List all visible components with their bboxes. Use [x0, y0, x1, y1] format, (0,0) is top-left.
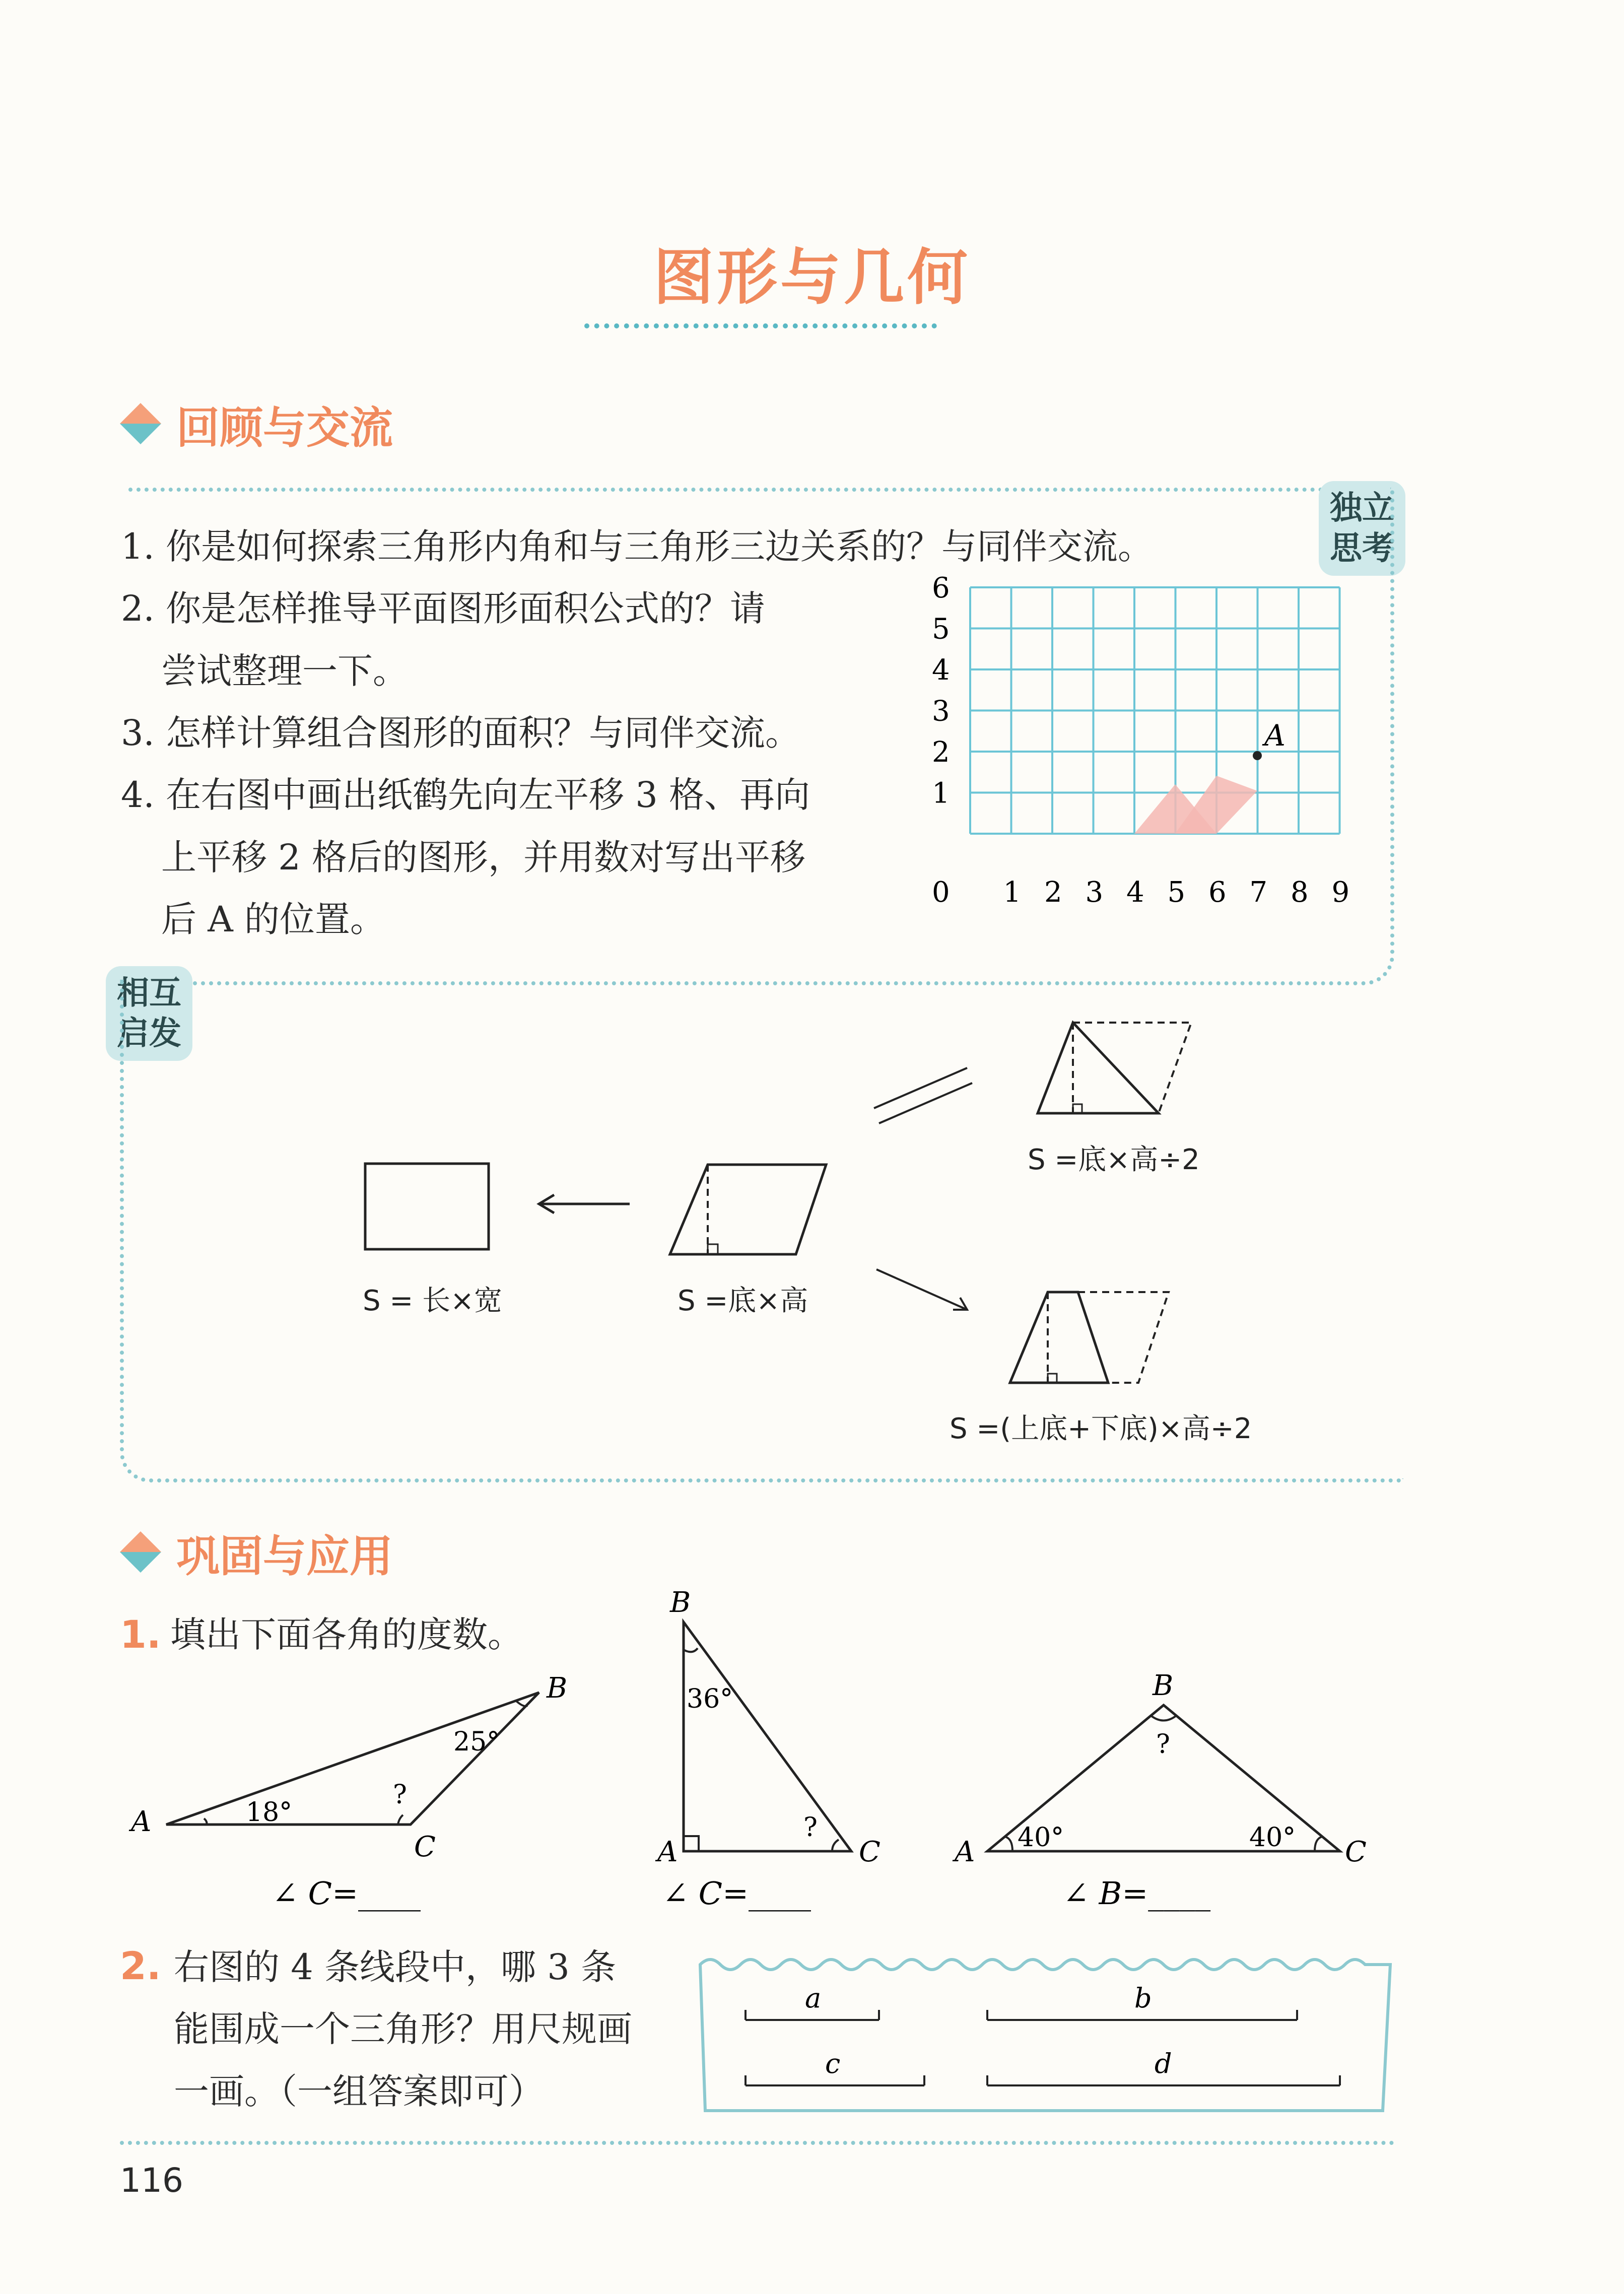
exercise-1-number: 1.	[120, 1612, 161, 1657]
parallelogram-shape	[670, 1165, 826, 1254]
section-diamond-icon	[120, 403, 161, 444]
point-a-marker	[1253, 751, 1262, 760]
exercise-2-line-1: 右图的 4 条线段中，哪 3 条	[174, 1946, 617, 1988]
section-diamond-icon	[120, 1531, 161, 1573]
formula-rectangle: S = 长×宽	[363, 1285, 502, 1317]
x-tick-label: 2	[1044, 876, 1062, 909]
y-tick-label: 5	[932, 613, 950, 646]
y-tick-label: 2	[932, 736, 950, 769]
unknown-angle-label: ?	[803, 1812, 818, 1843]
vertex-label: C	[414, 1831, 436, 1863]
x-axis-ticks	[932, 876, 1349, 909]
vertex-label: B	[670, 1586, 691, 1619]
unknown-angle-label: ?	[393, 1780, 407, 1810]
angle-a-label: 40°	[1018, 1823, 1064, 1853]
angle-b-label: 36°	[687, 1684, 733, 1714]
tag-line: 独立	[1330, 490, 1394, 527]
x-tick-label: 1	[1003, 876, 1022, 909]
triangle-shape	[1038, 1023, 1159, 1113]
coordinate-grid	[922, 572, 1355, 922]
question-2-cont: 尝试整理一下。	[161, 650, 408, 692]
y-tick-label: 1	[932, 777, 950, 810]
right-angle-icon	[684, 1836, 699, 1851]
angle-arc	[1151, 1716, 1176, 1721]
wavy-card-border	[700, 1960, 1390, 2111]
tag-line: 思考	[1330, 530, 1394, 567]
bottom-divider	[120, 2141, 1394, 2145]
x-tick-label: 8	[1291, 876, 1309, 909]
answer-angle-c-2: ∠ C=____	[662, 1875, 811, 1912]
angle-arc	[684, 1648, 698, 1652]
vertex-label: C	[859, 1836, 881, 1868]
x-tick-label: 3	[1085, 876, 1104, 909]
right-angle-icon	[1073, 1104, 1082, 1113]
title-underline	[584, 323, 937, 328]
exercise-1-triangles	[121, 1582, 1390, 1914]
page-number: 116	[120, 2161, 183, 2200]
vertex-label: A	[657, 1836, 678, 1868]
trapezoid-shape	[1010, 1292, 1108, 1383]
right-angle-icon	[1048, 1374, 1057, 1383]
triangle-2	[684, 1622, 851, 1851]
x-tick-label: 7	[1249, 876, 1268, 909]
y-tick-label: 4	[932, 654, 950, 687]
question-1: 1. 你是如何探索三角形内角和与三角形三边关系的？与同伴交流。	[121, 526, 1154, 567]
angle-arc	[1005, 1837, 1012, 1851]
exercise-1-text: 填出下面各角的度数。	[170, 1614, 523, 1655]
rectangle-shape	[365, 1164, 489, 1249]
tag-line: 相互	[117, 975, 181, 1012]
formula-triangle: S =底×高÷2	[1028, 1143, 1200, 1176]
page-title: 图形与几何	[653, 243, 971, 313]
segment-label: d	[1155, 2048, 1172, 2079]
answer-angle-b-3: ∠ B=____	[1063, 1875, 1211, 1912]
x-tick-label: 6	[1208, 876, 1227, 909]
formula-parallelogram: S =底×高	[678, 1285, 808, 1317]
arrow-from-triangle	[879, 1083, 972, 1123]
question-4-cont: 上平移 2 格后的图形，并用数对写出平移	[161, 837, 806, 878]
question-4-cont2: 后 A 的位置。	[161, 899, 386, 940]
grid-lines	[970, 587, 1340, 834]
answer-angle-c-1: ∠ C=____	[272, 1875, 421, 1912]
exercise-2-number: 2.	[120, 1943, 161, 1988]
unknown-angle-label: ?	[1156, 1729, 1170, 1760]
segment-label: a	[805, 1982, 822, 2014]
angle-a-label: 18°	[246, 1797, 293, 1828]
trapezoid-dashed	[1078, 1292, 1169, 1383]
area-formula-diagram	[332, 1007, 1290, 1461]
angle-b-label: 25°	[453, 1727, 500, 1757]
x-tick-label: 5	[1167, 876, 1186, 909]
x-tick-label: 4	[1126, 876, 1144, 909]
segment-label: b	[1134, 1982, 1152, 2014]
angle-arc	[1315, 1837, 1322, 1851]
segments-card	[695, 1949, 1400, 2126]
vertex-label: B	[1153, 1669, 1174, 1702]
angle-arc	[398, 1815, 403, 1825]
vertex-label: B	[547, 1672, 568, 1705]
vertex-label: C	[1345, 1836, 1367, 1868]
question-3: 3. 怎样计算组合图形的面积？与同伴交流。	[121, 712, 801, 754]
y-tick-label: 3	[932, 695, 950, 728]
exercise-2-line-2: 能围成一个三角形？用尺规画	[174, 2008, 632, 2050]
vertex-label: A	[955, 1836, 975, 1868]
segment-label: c	[825, 2048, 841, 2079]
formula-trapezoid: S =(上底+下底)×高÷2	[950, 1412, 1252, 1445]
angle-arc	[516, 1701, 527, 1706]
vertex-label: A	[131, 1805, 152, 1838]
section-heading-apply: 巩固与应用	[176, 1531, 393, 1582]
x-tick-label: 9	[1331, 876, 1350, 909]
triangle-1	[166, 1693, 539, 1825]
point-a-label: A	[1264, 718, 1285, 753]
right-angle-icon	[708, 1244, 718, 1254]
exercise-2-line-3: 一画。（一组答案即可）	[174, 2071, 544, 2112]
angle-c-label: 40°	[1249, 1823, 1296, 1853]
question-4: 4. 在右图中画出纸鹤先向左平移 3 格、再向	[121, 774, 810, 816]
arrow-to-trapezoid	[876, 1269, 967, 1310]
section-heading-review: 回顾与交流	[176, 403, 393, 453]
question-2: 2. 你是怎样推导平面图形面积公式的？请	[121, 588, 766, 629]
tag-line: 启发	[117, 1015, 181, 1052]
y-tick-label: 6	[932, 572, 950, 604]
angle-arc	[832, 1840, 839, 1851]
x-tick-label: 0	[932, 876, 950, 909]
arrow-to-triangle	[874, 1068, 967, 1108]
